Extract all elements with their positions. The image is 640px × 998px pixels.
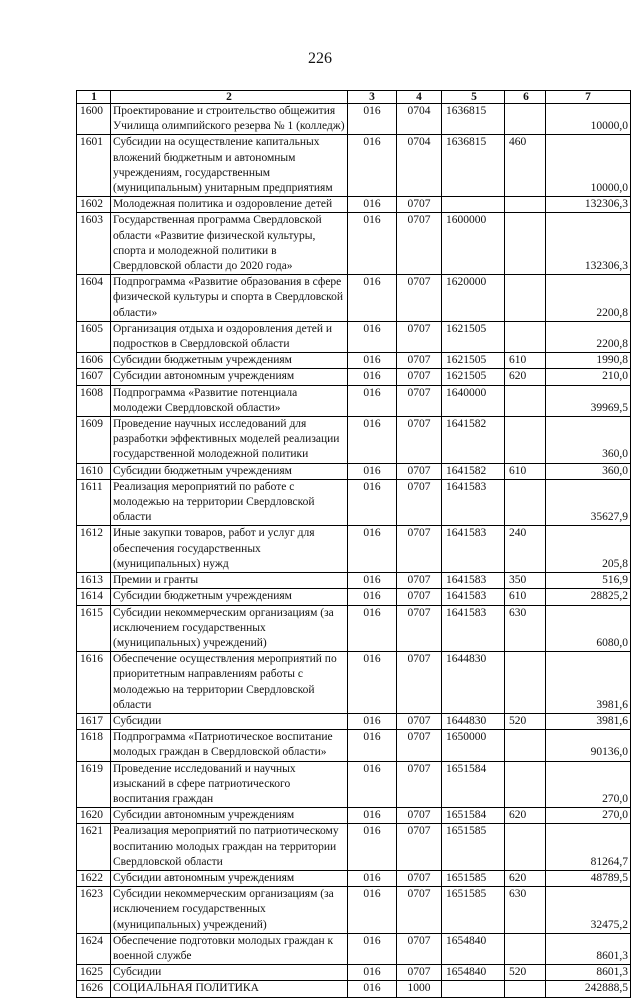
row-number-cell: 1624 xyxy=(77,933,111,964)
header-cell-5: 5 xyxy=(442,91,505,104)
target-article-cell: 1636815 xyxy=(442,135,505,197)
target-article-cell: 1651584 xyxy=(442,761,505,808)
expense-type-cell xyxy=(505,197,546,213)
row-name-cell: Государственная программа Свердловской области «Развитие физической культуры, спорта и молодежной политики в Свердловской области до 2020 года» xyxy=(111,213,348,275)
amount-cell: 360,0 xyxy=(546,417,631,464)
expense-type-cell xyxy=(505,652,546,714)
expense-type-cell: 610 xyxy=(505,589,546,605)
row-name-cell: Субсидии бюджетным учреждениям xyxy=(111,463,348,479)
table-row xyxy=(77,965,631,981)
row-number-cell: 1605 xyxy=(77,321,111,352)
ministry-code-cell: 016 xyxy=(348,761,397,808)
section-code-cell: 1000 xyxy=(397,981,442,997)
ministry-code-cell: 016 xyxy=(348,104,397,135)
row-number-cell: 1613 xyxy=(77,573,111,589)
amount-cell: 132306,3 xyxy=(546,197,631,213)
table-row xyxy=(77,526,631,573)
ministry-code-cell: 016 xyxy=(348,870,397,886)
expense-type-cell xyxy=(505,824,546,871)
section-code-cell: 0707 xyxy=(397,197,442,213)
amount-cell: 3981,6 xyxy=(546,713,631,729)
table-row xyxy=(77,933,631,964)
ministry-code-cell: 016 xyxy=(348,965,397,981)
section-code-cell: 0707 xyxy=(397,808,442,824)
row-number-cell: 1612 xyxy=(77,526,111,573)
table-row xyxy=(77,605,631,652)
row-name-cell: Субсидии бюджетным учреждениям xyxy=(111,353,348,369)
row-number-cell: 1600 xyxy=(77,104,111,135)
expense-type-cell xyxy=(505,730,546,761)
row-number-cell: 1609 xyxy=(77,417,111,464)
expense-type-cell xyxy=(505,479,546,526)
row-name-cell: Обеспечение осуществления мероприятий по приоритетным направлениям работы с молодежью на территории Свердловской области xyxy=(111,652,348,714)
table-row xyxy=(77,104,631,135)
target-article-cell: 1641583 xyxy=(442,526,505,573)
target-article-cell xyxy=(442,197,505,213)
amount-cell: 8601,3 xyxy=(546,965,631,981)
table-row xyxy=(77,824,631,871)
expense-type-cell: 520 xyxy=(505,713,546,729)
row-number-cell: 1625 xyxy=(77,965,111,981)
row-name-cell: Премии и гранты xyxy=(111,573,348,589)
ministry-code-cell: 016 xyxy=(348,275,397,322)
expense-type-cell: 620 xyxy=(505,870,546,886)
ministry-code-cell: 016 xyxy=(348,981,397,997)
row-number-cell: 1607 xyxy=(77,369,111,385)
row-number-cell: 1608 xyxy=(77,385,111,416)
section-code-cell: 0707 xyxy=(397,369,442,385)
table-row xyxy=(77,761,631,808)
amount-cell: 10000,0 xyxy=(546,104,631,135)
amount-cell: 32475,2 xyxy=(546,887,631,934)
section-code-cell: 0707 xyxy=(397,713,442,729)
expense-type-cell: 350 xyxy=(505,573,546,589)
section-code-cell: 0707 xyxy=(397,275,442,322)
target-article-cell: 1621505 xyxy=(442,321,505,352)
row-name-cell: Проведение научных исследований для разработки эффективных моделей реализации государственной молодежной политики xyxy=(111,417,348,464)
target-article-cell: 1621505 xyxy=(442,353,505,369)
ministry-code-cell: 016 xyxy=(348,589,397,605)
target-article-cell: 1650000 xyxy=(442,730,505,761)
row-name-cell: Организация отдыха и оздоровления детей и подростков в Свердловской области xyxy=(111,321,348,352)
expense-type-cell: 630 xyxy=(505,887,546,934)
row-number-cell: 1618 xyxy=(77,730,111,761)
table-row xyxy=(77,385,631,416)
section-code-cell: 0707 xyxy=(397,933,442,964)
header-cell-3: 3 xyxy=(348,91,397,104)
target-article-cell: 1636815 xyxy=(442,104,505,135)
row-number-cell: 1616 xyxy=(77,652,111,714)
expense-type-cell xyxy=(505,981,546,997)
expense-type-cell: 460 xyxy=(505,135,546,197)
row-number-cell: 1620 xyxy=(77,808,111,824)
row-number-cell: 1603 xyxy=(77,213,111,275)
section-code-cell: 0707 xyxy=(397,887,442,934)
section-code-cell: 0707 xyxy=(397,321,442,352)
section-code-cell: 0707 xyxy=(397,761,442,808)
row-number-cell: 1626 xyxy=(77,981,111,997)
row-name-cell: Субсидии некоммерческим организациям (за исключением государственных (муниципальных) учреждений) xyxy=(111,605,348,652)
row-number-cell: 1604 xyxy=(77,275,111,322)
section-code-cell: 0707 xyxy=(397,463,442,479)
row-number-cell: 1623 xyxy=(77,887,111,934)
section-code-cell: 0707 xyxy=(397,965,442,981)
ministry-code-cell: 016 xyxy=(348,463,397,479)
table-row xyxy=(77,463,631,479)
expense-type-cell xyxy=(505,761,546,808)
table-row xyxy=(77,573,631,589)
table-row xyxy=(77,369,631,385)
row-name-cell: Субсидии xyxy=(111,965,348,981)
row-name-cell: Субсидии на осуществление капитальных вложений бюджетным и автономным учреждениям, государственным (муниципальным) унитарным предприятиям xyxy=(111,135,348,197)
target-article-cell: 1651585 xyxy=(442,870,505,886)
section-code-cell: 0707 xyxy=(397,385,442,416)
amount-cell: 28825,2 xyxy=(546,589,631,605)
ministry-code-cell: 016 xyxy=(348,135,397,197)
table-row xyxy=(77,730,631,761)
table-row xyxy=(77,870,631,886)
table-row xyxy=(77,589,631,605)
table-row xyxy=(77,275,631,322)
table-row xyxy=(77,353,631,369)
expense-type-cell: 620 xyxy=(505,369,546,385)
header-cell-1: 1 xyxy=(77,91,111,104)
section-code-cell: 0707 xyxy=(397,870,442,886)
expense-type-cell xyxy=(505,321,546,352)
ministry-code-cell: 016 xyxy=(348,887,397,934)
ministry-code-cell: 016 xyxy=(348,321,397,352)
section-code-cell: 0704 xyxy=(397,135,442,197)
row-name-cell: Субсидии автономным учреждениям xyxy=(111,369,348,385)
amount-cell: 210,0 xyxy=(546,369,631,385)
target-article-cell: 1651585 xyxy=(442,824,505,871)
expense-type-cell: 610 xyxy=(505,353,546,369)
amount-cell: 242888,5 xyxy=(546,981,631,997)
row-number-cell: 1606 xyxy=(77,353,111,369)
row-name-cell: Проектирование и строительство общежития Училища олимпийского резерва № 1 (колледж) xyxy=(111,104,348,135)
amount-cell: 270,0 xyxy=(546,761,631,808)
table-row xyxy=(77,213,631,275)
row-number-cell: 1619 xyxy=(77,761,111,808)
row-number-cell: 1615 xyxy=(77,605,111,652)
section-code-cell: 0707 xyxy=(397,824,442,871)
amount-cell: 132306,3 xyxy=(546,213,631,275)
table-row xyxy=(77,197,631,213)
expense-type-cell xyxy=(505,275,546,322)
table-header xyxy=(77,91,631,104)
amount-cell: 516,9 xyxy=(546,573,631,589)
ministry-code-cell: 016 xyxy=(348,369,397,385)
row-name-cell: Субсидии некоммерческим организациям (за исключением государственных (муниципальных) учреждений) xyxy=(111,887,348,934)
row-name-cell: Подпрограмма «Развитие потенциала молодежи Свердловской области» xyxy=(111,385,348,416)
expense-type-cell: 610 xyxy=(505,463,546,479)
row-name-cell: Субсидии xyxy=(111,713,348,729)
amount-cell: 8601,3 xyxy=(546,933,631,964)
section-code-cell: 0707 xyxy=(397,730,442,761)
header-row xyxy=(77,91,631,104)
amount-cell: 35627,9 xyxy=(546,479,631,526)
ministry-code-cell: 016 xyxy=(348,526,397,573)
ministry-code-cell: 016 xyxy=(348,479,397,526)
row-name-cell: Проведение исследований и научных изысканий в сфере патриотического воспитания граждан xyxy=(111,761,348,808)
table-row xyxy=(77,321,631,352)
target-article-cell: 1651585 xyxy=(442,887,505,934)
header-cell-6: 6 xyxy=(505,91,546,104)
row-number-cell: 1614 xyxy=(77,589,111,605)
expense-type-cell: 520 xyxy=(505,965,546,981)
amount-cell: 48789,5 xyxy=(546,870,631,886)
amount-cell: 1990,8 xyxy=(546,353,631,369)
section-code-cell: 0707 xyxy=(397,213,442,275)
table-row xyxy=(77,981,631,997)
target-article-cell: 1644830 xyxy=(442,652,505,714)
ministry-code-cell: 016 xyxy=(348,573,397,589)
ministry-code-cell: 016 xyxy=(348,605,397,652)
row-name-cell: Подпрограмма «Развитие образования в сфере физической культуры и спорта в Свердловской области» xyxy=(111,275,348,322)
expense-type-cell xyxy=(505,933,546,964)
row-number-cell: 1610 xyxy=(77,463,111,479)
ministry-code-cell: 016 xyxy=(348,808,397,824)
amount-cell: 360,0 xyxy=(546,463,631,479)
section-code-cell: 0704 xyxy=(397,104,442,135)
target-article-cell: 1654840 xyxy=(442,933,505,964)
table-body xyxy=(77,104,631,998)
row-name-cell: Иные закупки товаров, работ и услуг для обеспечения государственных (муниципальных) нужд xyxy=(111,526,348,573)
row-number-cell: 1621 xyxy=(77,824,111,871)
amount-cell: 3981,6 xyxy=(546,652,631,714)
amount-cell: 270,0 xyxy=(546,808,631,824)
row-number-cell: 1611 xyxy=(77,479,111,526)
header-cell-4: 4 xyxy=(397,91,442,104)
page-number: 226 xyxy=(308,50,332,67)
table-row xyxy=(77,417,631,464)
amount-cell: 6080,0 xyxy=(546,605,631,652)
ministry-code-cell: 016 xyxy=(348,713,397,729)
target-article-cell: 1620000 xyxy=(442,275,505,322)
target-article-cell: 1621505 xyxy=(442,369,505,385)
target-article-cell xyxy=(442,981,505,997)
row-name-cell: Обеспечение подготовки молодых граждан к военной службе xyxy=(111,933,348,964)
section-code-cell: 0707 xyxy=(397,652,442,714)
row-name-cell: СОЦИАЛЬНАЯ ПОЛИТИКА xyxy=(111,981,348,997)
ministry-code-cell: 016 xyxy=(348,353,397,369)
amount-cell: 2200,8 xyxy=(546,321,631,352)
target-article-cell: 1641582 xyxy=(442,417,505,464)
target-article-cell: 1600000 xyxy=(442,213,505,275)
table-row xyxy=(77,887,631,934)
budget-table xyxy=(76,90,631,998)
amount-cell: 90136,0 xyxy=(546,730,631,761)
target-article-cell: 1641582 xyxy=(442,463,505,479)
expense-type-cell xyxy=(505,385,546,416)
ministry-code-cell: 016 xyxy=(348,213,397,275)
section-code-cell: 0707 xyxy=(397,479,442,526)
row-name-cell: Субсидии автономным учреждениям xyxy=(111,808,348,824)
target-article-cell: 1641583 xyxy=(442,573,505,589)
section-code-cell: 0707 xyxy=(397,605,442,652)
target-article-cell: 1644830 xyxy=(442,713,505,729)
table-row xyxy=(77,808,631,824)
table-row xyxy=(77,652,631,714)
ministry-code-cell: 016 xyxy=(348,730,397,761)
row-number-cell: 1617 xyxy=(77,713,111,729)
expense-type-cell xyxy=(505,104,546,135)
amount-cell: 10000,0 xyxy=(546,135,631,197)
table-row xyxy=(77,713,631,729)
row-name-cell: Реализация мероприятий по работе с молодежью на территории Свердловской области xyxy=(111,479,348,526)
expense-type-cell xyxy=(505,417,546,464)
target-article-cell: 1654840 xyxy=(442,965,505,981)
section-code-cell: 0707 xyxy=(397,589,442,605)
ministry-code-cell: 016 xyxy=(348,417,397,464)
header-cell-7: 7 xyxy=(546,91,631,104)
table-row xyxy=(77,135,631,197)
row-number-cell: 1622 xyxy=(77,870,111,886)
ministry-code-cell: 016 xyxy=(348,197,397,213)
section-code-cell: 0707 xyxy=(397,417,442,464)
row-name-cell: Подпрограмма «Патриотическое воспитание молодых граждан в Свердловской области» xyxy=(111,730,348,761)
expense-type-cell: 630 xyxy=(505,605,546,652)
header-cell-2: 2 xyxy=(111,91,348,104)
table-row xyxy=(77,479,631,526)
ministry-code-cell: 016 xyxy=(348,385,397,416)
section-code-cell: 0707 xyxy=(397,353,442,369)
target-article-cell: 1641583 xyxy=(442,605,505,652)
target-article-cell: 1641583 xyxy=(442,589,505,605)
row-name-cell: Реализация мероприятий по патриотическому воспитанию молодых граждан на территории Свердловской области xyxy=(111,824,348,871)
target-article-cell: 1640000 xyxy=(442,385,505,416)
target-article-cell: 1641583 xyxy=(442,479,505,526)
row-name-cell: Субсидии бюджетным учреждениям xyxy=(111,589,348,605)
row-name-cell: Молодежная политика и оздоровление детей xyxy=(111,197,348,213)
row-name-cell: Субсидии автономным учреждениям xyxy=(111,870,348,886)
amount-cell: 205,8 xyxy=(546,526,631,573)
section-code-cell: 0707 xyxy=(397,573,442,589)
amount-cell: 81264,7 xyxy=(546,824,631,871)
expense-type-cell xyxy=(505,213,546,275)
row-number-cell: 1602 xyxy=(77,197,111,213)
ministry-code-cell: 016 xyxy=(348,652,397,714)
expense-type-cell: 620 xyxy=(505,808,546,824)
amount-cell: 39969,5 xyxy=(546,385,631,416)
section-code-cell: 0707 xyxy=(397,526,442,573)
ministry-code-cell: 016 xyxy=(348,824,397,871)
ministry-code-cell: 016 xyxy=(348,933,397,964)
target-article-cell: 1651584 xyxy=(442,808,505,824)
amount-cell: 2200,8 xyxy=(546,275,631,322)
expense-type-cell: 240 xyxy=(505,526,546,573)
row-number-cell: 1601 xyxy=(77,135,111,197)
